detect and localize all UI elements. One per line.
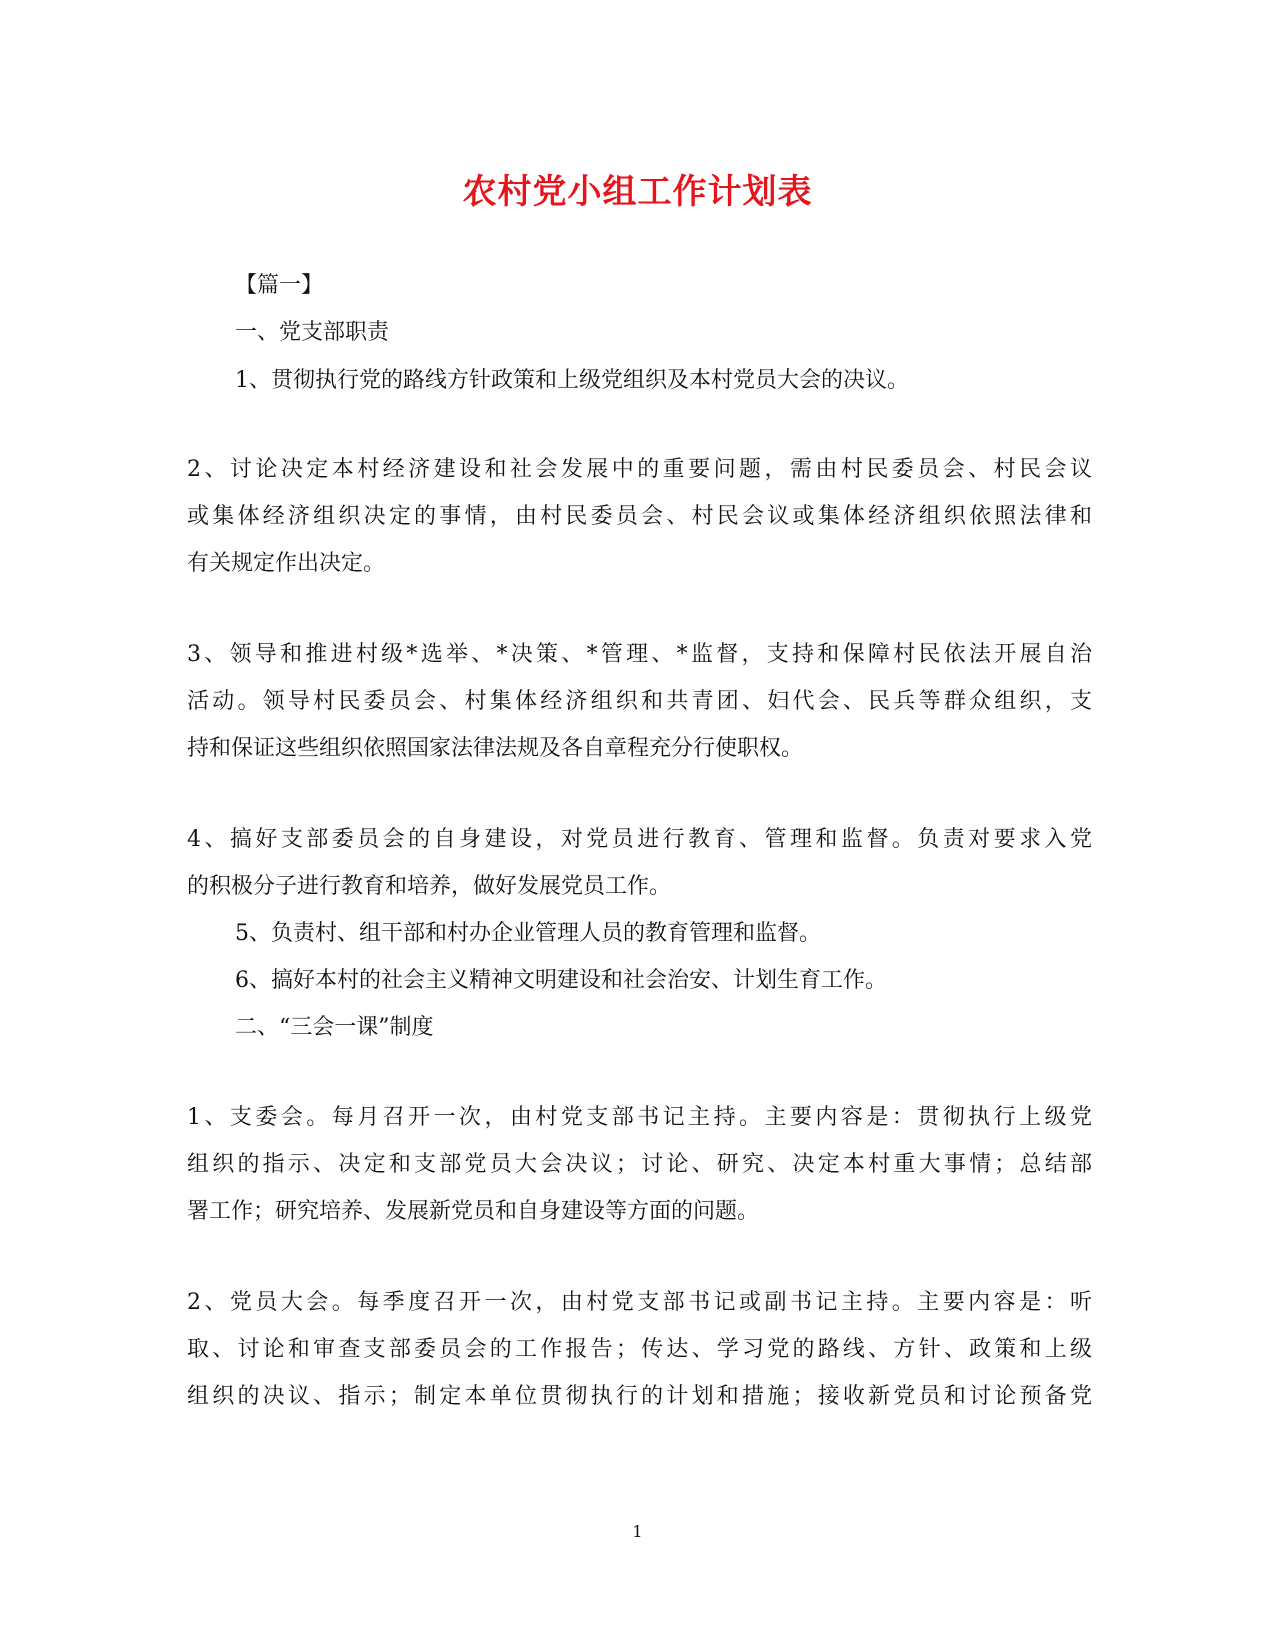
document-title: 农村党小组工作计划表 <box>462 172 813 212</box>
paragraph-line: 的积极分子进行教育和培养，做好发展党员工作。 <box>187 874 672 899</box>
paragraph-line: 2、讨论决定本村经济建设和社会发展中的重要问题，需由村民委员会、村民会议 <box>187 457 1092 482</box>
paragraph-line: 4、搞好支部委员会的自身建设，对党员进行教育、管理和监督。负责对要求入党 <box>187 827 1092 852</box>
section-heading-duties: 一、党支部职责 <box>235 320 390 345</box>
paragraph-line: 1、贯彻执行党的路线方针政策和上级党组织及本村党员大会的决议。 <box>235 368 909 393</box>
paragraph-line: 取、讨论和审查支部委员会的工作报告；传达、学习党的路线、方针、政策和上级 <box>187 1337 1092 1362</box>
section-heading-meetings: 二、“三会一课”制度 <box>235 1015 434 1040</box>
paragraph-line: 组织的指示、决定和支部党员大会决议；讨论、研究、决定本村重大事情；总结部 <box>187 1152 1092 1177</box>
paragraph-line: 持和保证这些组织依照国家法律法规及各自章程充分行使职权。 <box>187 736 804 761</box>
paragraph-line: 有关规定作出决定。 <box>187 551 386 576</box>
paragraph-line: 3、领导和推进村级*选举、*决策、*管理、*监督，支持和保障村民依法开展自治 <box>187 642 1092 667</box>
paragraph-line: 组织的决议、指示；制定本单位贯彻执行的计划和措施；接收新党员和讨论预备党 <box>187 1384 1092 1409</box>
paragraph-line: 署工作；研究培养、发展新党员和自身建设等方面的问题。 <box>187 1199 760 1224</box>
paragraph-line: 1、支委会。每月召开一次，由村党支部书记主持。主要内容是：贯彻执行上级党 <box>187 1105 1092 1130</box>
paragraph-line: 6、搞好本村的社会主义精神文明建设和社会治安、计划生育工作。 <box>235 968 887 993</box>
paragraph-line: 2、党员大会。每季度召开一次，由村党支部书记或副书记主持。主要内容是：听 <box>187 1290 1092 1315</box>
paragraph-line: 活动。领导村民委员会、村集体经济组织和共青团、妇代会、民兵等群众组织，支 <box>187 689 1092 714</box>
section-heading-part-one: 【篇一】 <box>235 273 324 298</box>
page-number: 1 <box>632 1522 643 1541</box>
paragraph-line: 或集体经济组织决定的事情，由村民委员会、村民会议或集体经济组织依照法律和 <box>187 504 1092 529</box>
paragraph-line: 5、负责村、组干部和村办企业管理人员的教育管理和监督。 <box>235 921 821 946</box>
